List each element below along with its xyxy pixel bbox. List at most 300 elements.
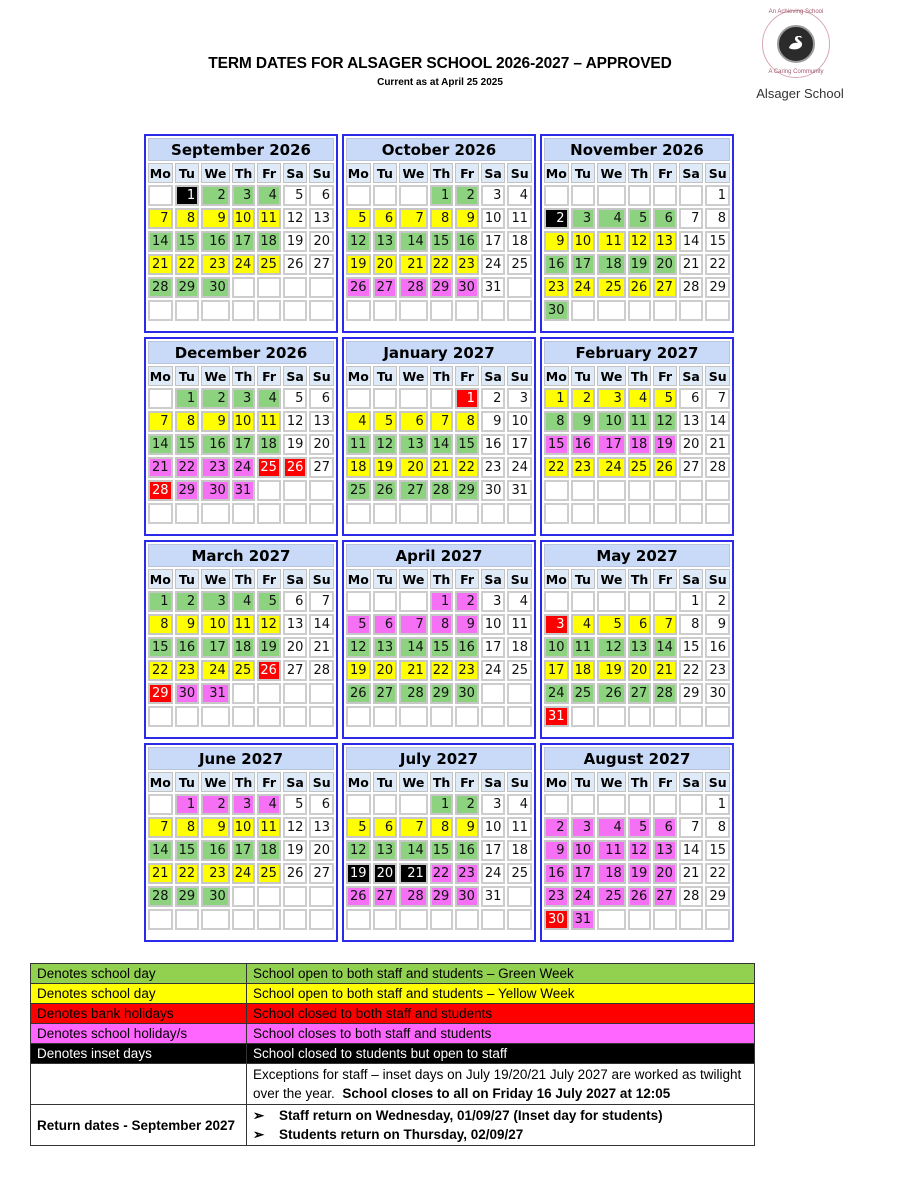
empty-day-cell	[597, 706, 626, 727]
day-cell: 14	[679, 840, 704, 861]
weekday-header: Su	[705, 772, 730, 792]
empty-day-cell	[481, 503, 506, 524]
empty-day-cell	[571, 591, 596, 612]
day-cell: 24	[571, 886, 596, 907]
day-cell: 4	[257, 388, 281, 409]
empty-day-cell	[346, 503, 371, 524]
weekday-header: Sa	[679, 569, 704, 589]
day-cell: 12	[346, 840, 371, 861]
empty-day-cell	[597, 591, 626, 612]
day-cell: 25	[597, 886, 626, 907]
day-cell: 31	[481, 277, 506, 298]
day-cell: 9	[544, 231, 569, 252]
day-cell: 20	[653, 254, 677, 275]
day-cell: 16	[201, 840, 230, 861]
empty-day-cell	[705, 300, 730, 321]
empty-day-cell	[653, 503, 677, 524]
empty-day-cell	[507, 503, 532, 524]
day-cell: 30	[455, 683, 479, 704]
day-cell: 5	[257, 591, 281, 612]
empty-day-cell	[679, 794, 704, 815]
weekday-header: Sa	[481, 569, 506, 589]
day-cell: 20	[309, 840, 334, 861]
empty-day-cell	[597, 300, 626, 321]
day-cell: 20	[653, 863, 677, 884]
empty-day-cell	[430, 300, 454, 321]
empty-day-cell	[373, 591, 398, 612]
day-cell: 12	[597, 637, 626, 658]
legend-label: Denotes school day	[31, 964, 247, 984]
empty-day-cell	[309, 300, 334, 321]
day-cell: 20	[373, 863, 398, 884]
weekday-header: Mo	[544, 163, 569, 183]
day-cell: 27	[399, 480, 428, 501]
logo-badge	[777, 25, 815, 63]
day-cell: 4	[257, 794, 281, 815]
day-cell: 25	[597, 277, 626, 298]
day-cell: 27	[653, 277, 677, 298]
day-cell: 23	[455, 863, 479, 884]
weekday-header: Fr	[455, 772, 479, 792]
day-cell: 13	[399, 434, 428, 455]
weekday-header: Th	[430, 366, 454, 386]
day-cell: 19	[283, 840, 308, 861]
empty-day-cell	[232, 503, 256, 524]
month-title: January 2027	[346, 341, 532, 364]
empty-day-cell	[399, 388, 428, 409]
weekday-header: Mo	[346, 163, 371, 183]
day-cell: 31	[571, 909, 596, 930]
legend-label: Denotes inset days	[31, 1044, 247, 1064]
day-cell: 13	[373, 637, 398, 658]
day-cell: 29	[705, 886, 730, 907]
day-cell: 23	[544, 277, 569, 298]
day-cell: 1	[705, 185, 730, 206]
day-cell: 16	[481, 434, 506, 455]
empty-day-cell	[148, 706, 173, 727]
day-cell: 9	[455, 817, 479, 838]
logo-school-name: Alsager School	[756, 86, 844, 101]
empty-day-cell	[597, 794, 626, 815]
month-day-grid	[148, 772, 334, 930]
empty-day-cell	[175, 503, 200, 524]
day-cell: 9	[201, 208, 230, 229]
empty-day-cell	[257, 683, 281, 704]
day-cell: 25	[257, 863, 281, 884]
day-cell: 30	[544, 909, 569, 930]
day-cell: 15	[455, 434, 479, 455]
day-cell: 11	[257, 817, 281, 838]
weekday-header: Su	[309, 366, 334, 386]
weekday-header: Su	[309, 569, 334, 589]
exceptions-bold-text: School closes to all on Friday 16 July 2027 at 12:05	[342, 1086, 671, 1101]
empty-day-cell	[679, 909, 704, 930]
day-cell: 22	[430, 863, 454, 884]
day-cell: 20	[373, 660, 398, 681]
day-cell: 2	[455, 591, 479, 612]
day-cell: 18	[507, 231, 532, 252]
empty-day-cell	[507, 706, 532, 727]
day-cell: 7	[148, 411, 173, 432]
legend-description: School open to both staff and students – Yellow Week	[247, 984, 755, 1004]
day-cell: 3	[201, 591, 230, 612]
day-cell: 7	[148, 208, 173, 229]
day-cell: 21	[399, 863, 428, 884]
day-cell: 5	[628, 817, 652, 838]
day-cell: 9	[455, 614, 479, 635]
day-cell: 19	[346, 863, 371, 884]
day-cell: 17	[232, 840, 256, 861]
empty-day-cell	[148, 794, 173, 815]
empty-day-cell	[201, 503, 230, 524]
day-cell: 27	[373, 886, 398, 907]
month-title: February 2027	[544, 341, 730, 364]
day-cell: 2	[544, 817, 569, 838]
empty-day-cell	[257, 909, 281, 930]
weekday-header: Th	[628, 772, 652, 792]
weekday-header: Th	[232, 163, 256, 183]
day-cell: 30	[455, 277, 479, 298]
day-cell: 6	[283, 591, 308, 612]
empty-day-cell	[232, 277, 256, 298]
weekday-header: Tu	[175, 772, 200, 792]
empty-day-cell	[399, 503, 428, 524]
empty-day-cell	[481, 706, 506, 727]
day-cell: 3	[481, 794, 506, 815]
day-cell: 23	[571, 457, 596, 478]
day-cell: 16	[544, 863, 569, 884]
empty-day-cell	[544, 503, 569, 524]
empty-day-cell	[628, 706, 652, 727]
day-cell: 4	[257, 185, 281, 206]
day-cell: 24	[481, 863, 506, 884]
day-cell: 25	[571, 683, 596, 704]
day-cell: 26	[346, 277, 371, 298]
day-cell: 27	[309, 254, 334, 275]
weekday-header: Sa	[481, 366, 506, 386]
empty-day-cell	[628, 794, 652, 815]
day-cell: 16	[544, 254, 569, 275]
day-cell: 10	[507, 411, 532, 432]
day-cell: 6	[373, 614, 398, 635]
empty-day-cell	[679, 185, 704, 206]
day-cell: 4	[571, 614, 596, 635]
day-cell: 23	[201, 863, 230, 884]
empty-day-cell	[430, 503, 454, 524]
day-cell: 26	[346, 886, 371, 907]
day-cell: 20	[309, 231, 334, 252]
day-cell: 15	[430, 231, 454, 252]
day-cell: 15	[175, 840, 200, 861]
day-cell: 27	[373, 683, 398, 704]
day-cell: 31	[507, 480, 532, 501]
day-cell: 13	[373, 840, 398, 861]
day-cell: 14	[653, 637, 677, 658]
day-cell: 28	[399, 277, 428, 298]
day-cell: 9	[201, 817, 230, 838]
day-cell: 18	[571, 660, 596, 681]
empty-day-cell	[257, 300, 281, 321]
day-cell: 28	[309, 660, 334, 681]
weekday-header: We	[597, 163, 626, 183]
day-cell: 18	[257, 231, 281, 252]
day-cell: 5	[346, 208, 371, 229]
day-cell: 2	[455, 794, 479, 815]
day-cell: 29	[175, 277, 200, 298]
weekday-header: Th	[232, 366, 256, 386]
day-cell: 3	[571, 817, 596, 838]
month-calendar	[540, 743, 734, 942]
day-cell: 14	[399, 637, 428, 658]
day-cell: 1	[705, 794, 730, 815]
legend-row-black	[31, 1044, 755, 1064]
day-cell: 15	[175, 434, 200, 455]
day-cell: 15	[175, 231, 200, 252]
day-cell: 13	[309, 208, 334, 229]
day-cell: 22	[175, 457, 200, 478]
swan-icon	[779, 33, 813, 59]
empty-day-cell	[571, 300, 596, 321]
exceptions-text: Exceptions for staff – inset days on July 19/20/21 July 2027 are worked as twilight over the year.	[253, 1067, 742, 1101]
empty-day-cell	[399, 185, 428, 206]
empty-day-cell	[571, 480, 596, 501]
month-day-grid	[544, 772, 730, 930]
day-cell: 15	[544, 434, 569, 455]
logo-emblem	[762, 10, 830, 78]
day-cell: 2	[455, 185, 479, 206]
day-cell: 9	[705, 614, 730, 635]
empty-day-cell	[309, 886, 334, 907]
weekday-header: Su	[309, 163, 334, 183]
day-cell: 21	[148, 863, 173, 884]
empty-day-cell	[544, 185, 569, 206]
legend-row-exceptions	[31, 1064, 755, 1105]
day-cell: 20	[373, 254, 398, 275]
day-cell: 26	[653, 457, 677, 478]
empty-day-cell	[148, 503, 173, 524]
day-cell: 23	[201, 457, 230, 478]
weekday-header: Tu	[175, 163, 200, 183]
empty-day-cell	[257, 503, 281, 524]
day-cell: 10	[597, 411, 626, 432]
day-cell: 17	[481, 231, 506, 252]
empty-day-cell	[175, 300, 200, 321]
month-title: March 2027	[148, 544, 334, 567]
empty-day-cell	[283, 886, 308, 907]
day-cell: 21	[309, 637, 334, 658]
day-cell: 25	[257, 254, 281, 275]
day-cell: 6	[309, 185, 334, 206]
day-cell: 24	[597, 457, 626, 478]
empty-day-cell	[679, 480, 704, 501]
month-title: October 2026	[346, 138, 532, 161]
day-cell: 8	[175, 411, 200, 432]
day-cell: 17	[481, 637, 506, 658]
day-cell: 12	[373, 434, 398, 455]
day-cell: 8	[430, 817, 454, 838]
day-cell: 4	[232, 591, 256, 612]
day-cell: 27	[309, 863, 334, 884]
day-cell: 23	[544, 886, 569, 907]
day-cell: 30	[481, 480, 506, 501]
day-cell: 18	[507, 637, 532, 658]
weekday-header: Tu	[175, 366, 200, 386]
day-cell: 11	[597, 231, 626, 252]
day-cell: 3	[481, 591, 506, 612]
weekday-header: Th	[430, 163, 454, 183]
empty-day-cell	[346, 794, 371, 815]
day-cell: 25	[507, 254, 532, 275]
day-cell: 26	[283, 254, 308, 275]
day-cell: 5	[346, 614, 371, 635]
empty-day-cell	[399, 300, 428, 321]
weekday-header: We	[399, 772, 428, 792]
month-calendar	[342, 134, 536, 333]
empty-day-cell	[455, 706, 479, 727]
legend-row-pink	[31, 1024, 755, 1044]
day-cell: 5	[283, 185, 308, 206]
month-day-grid	[148, 366, 334, 524]
weekday-header: Mo	[148, 366, 173, 386]
day-cell: 26	[257, 660, 281, 681]
day-cell: 17	[571, 863, 596, 884]
day-cell: 18	[257, 434, 281, 455]
day-cell: 15	[679, 637, 704, 658]
day-cell: 24	[481, 660, 506, 681]
weekday-header: Fr	[455, 366, 479, 386]
weekday-header: Mo	[148, 163, 173, 183]
day-cell: 20	[283, 637, 308, 658]
weekday-header: Fr	[653, 569, 677, 589]
day-cell: 4	[628, 388, 652, 409]
empty-day-cell	[653, 300, 677, 321]
empty-day-cell	[507, 886, 532, 907]
day-cell: 25	[507, 863, 532, 884]
day-cell: 25	[628, 457, 652, 478]
empty-day-cell	[653, 480, 677, 501]
day-cell: 13	[283, 614, 308, 635]
empty-day-cell	[571, 185, 596, 206]
day-cell: 17	[544, 660, 569, 681]
empty-day-cell	[309, 503, 334, 524]
day-cell: 7	[653, 614, 677, 635]
day-cell: 18	[257, 840, 281, 861]
day-cell: 5	[373, 411, 398, 432]
day-cell: 14	[430, 434, 454, 455]
day-cell: 13	[309, 817, 334, 838]
empty-day-cell	[455, 909, 479, 930]
weekday-header: Sa	[679, 163, 704, 183]
day-cell: 13	[373, 231, 398, 252]
day-cell: 18	[507, 840, 532, 861]
day-cell: 23	[455, 254, 479, 275]
month-day-grid	[544, 163, 730, 321]
day-cell: 2	[201, 388, 230, 409]
day-cell: 7	[399, 208, 428, 229]
legend-row-green	[31, 964, 755, 984]
empty-day-cell	[653, 909, 677, 930]
weekday-header: Sa	[679, 366, 704, 386]
day-cell: 28	[679, 277, 704, 298]
month-title: July 2027	[346, 747, 532, 770]
day-cell: 10	[544, 637, 569, 658]
weekday-header: Sa	[283, 366, 308, 386]
day-cell: 2	[175, 591, 200, 612]
day-cell: 11	[628, 411, 652, 432]
day-cell: 27	[628, 683, 652, 704]
empty-day-cell	[679, 706, 704, 727]
day-cell: 15	[430, 840, 454, 861]
day-cell: 30	[455, 886, 479, 907]
weekday-header: Su	[705, 163, 730, 183]
day-cell: 26	[283, 457, 308, 478]
day-cell: 21	[148, 254, 173, 275]
day-cell: 9	[201, 411, 230, 432]
empty-day-cell	[597, 503, 626, 524]
month-title: August 2027	[544, 747, 730, 770]
day-cell: 29	[705, 277, 730, 298]
empty-day-cell	[571, 503, 596, 524]
empty-day-cell	[481, 683, 506, 704]
day-cell: 23	[175, 660, 200, 681]
day-cell: 22	[705, 254, 730, 275]
return-date-item: ➢ Students return on Thursday, 02/09/27	[253, 1127, 524, 1142]
day-cell: 24	[201, 660, 230, 681]
page-title: TERM DATES FOR ALSAGER SCHOOL 2026-2027 – APPROVED	[208, 55, 672, 72]
day-cell: 13	[679, 411, 704, 432]
day-cell: 14	[399, 231, 428, 252]
day-cell: 5	[653, 388, 677, 409]
day-cell: 11	[507, 614, 532, 635]
month-calendar	[342, 540, 536, 739]
day-cell: 5	[346, 817, 371, 838]
arrow-bullet-icon: ➢	[253, 1127, 265, 1142]
day-cell: 7	[399, 614, 428, 635]
day-cell: 21	[679, 863, 704, 884]
weekday-header: Fr	[653, 366, 677, 386]
day-cell: 1	[430, 794, 454, 815]
day-cell: 10	[481, 614, 506, 635]
day-cell: 31	[544, 706, 569, 727]
month-calendar	[342, 337, 536, 536]
day-cell: 12	[628, 231, 652, 252]
empty-day-cell	[628, 591, 652, 612]
empty-day-cell	[309, 683, 334, 704]
month-day-grid	[346, 772, 532, 930]
day-cell: 2	[544, 208, 569, 229]
day-cell: 16	[455, 231, 479, 252]
day-cell: 3	[544, 614, 569, 635]
empty-day-cell	[705, 480, 730, 501]
day-cell: 15	[705, 231, 730, 252]
day-cell: 2	[481, 388, 506, 409]
weekday-header: We	[597, 569, 626, 589]
weekday-header: Tu	[373, 366, 398, 386]
day-cell: 30	[201, 886, 230, 907]
day-cell: 10	[571, 840, 596, 861]
day-cell: 25	[257, 457, 281, 478]
day-cell: 7	[430, 411, 454, 432]
weekday-header: Mo	[346, 772, 371, 792]
day-cell: 16	[455, 840, 479, 861]
empty-day-cell	[201, 300, 230, 321]
day-cell: 6	[399, 411, 428, 432]
empty-day-cell	[373, 706, 398, 727]
empty-day-cell	[653, 591, 677, 612]
empty-day-cell	[148, 300, 173, 321]
day-cell: 12	[346, 637, 371, 658]
empty-day-cell	[373, 388, 398, 409]
